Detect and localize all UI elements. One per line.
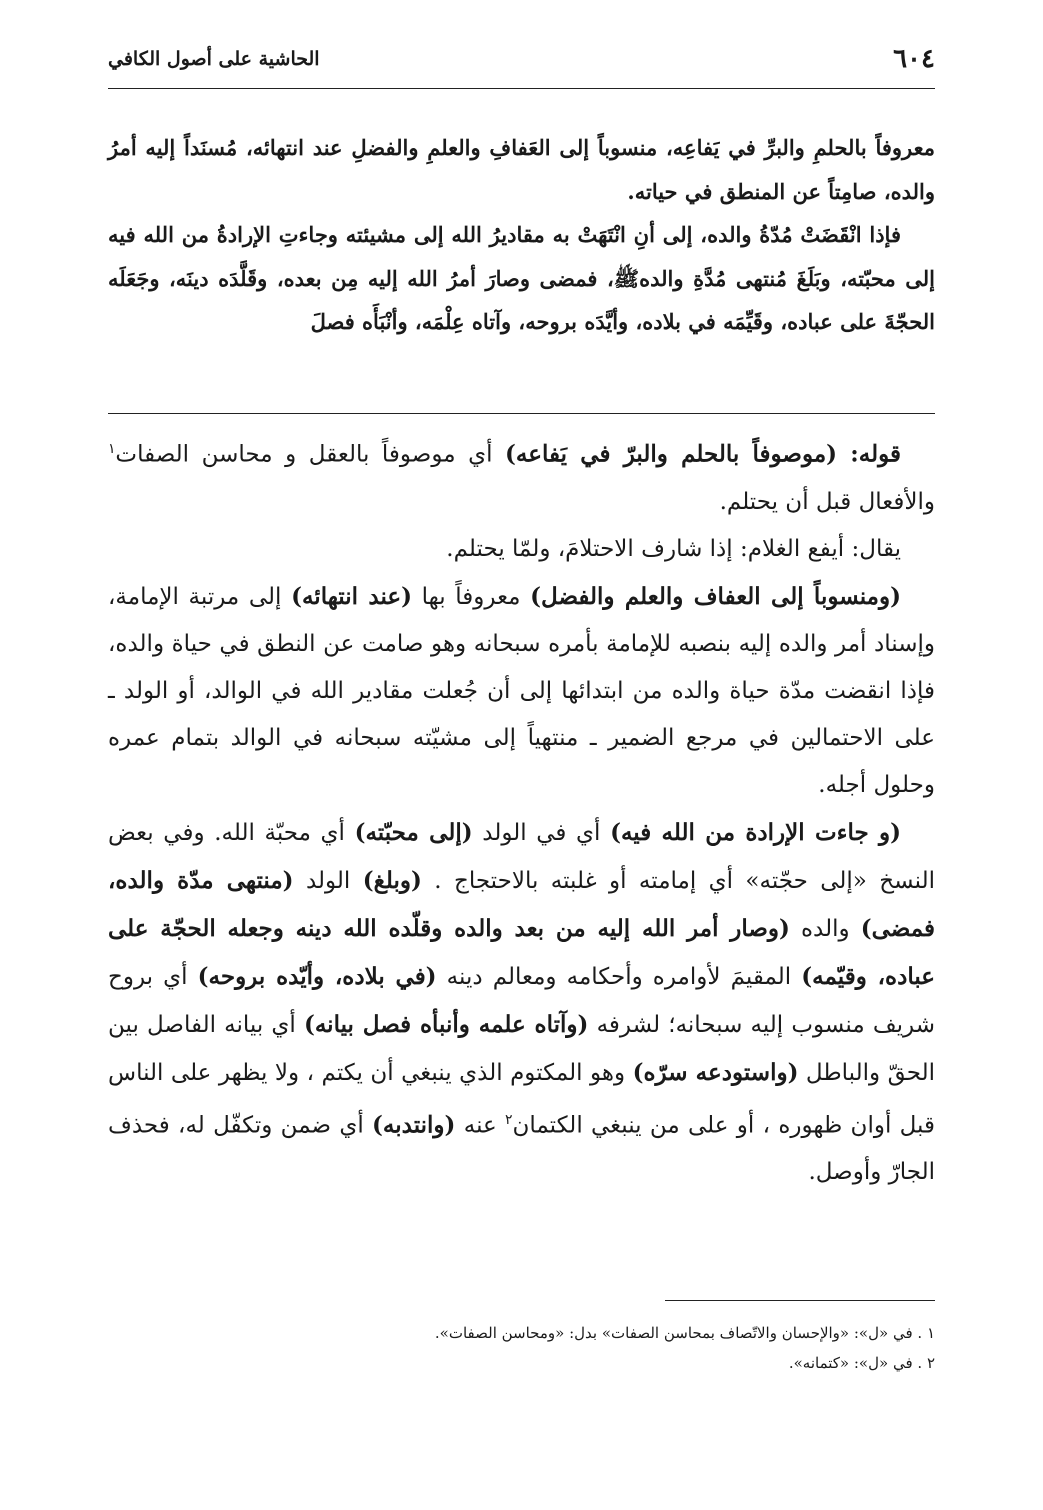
footnote-marker[interactable]: ٢ [505, 1111, 513, 1128]
commentary-lead: قوله: [837, 440, 901, 468]
footnote-rule [665, 1300, 935, 1301]
quoted-phrase: (وانتدبه) [372, 1111, 456, 1139]
page-header [108, 44, 935, 84]
commentary-paragraph [108, 573, 935, 809]
commentary-text: أي محبّة الله. وفي بعض النسخ «إلى حجّته» أي إمامته أو غلبته بالاحتجاج . [108, 819, 935, 894]
commentary-text: أي بروح شريف منسوب إليه سبحانه؛ لشرفه [108, 963, 935, 1038]
quoted-phrase: (منتهى مدّة والده، فمضى) [108, 866, 935, 942]
quoted-phrase: (وصار أمر الله إليه من بعد والده وقلّده الله دينه وجعله الحجّة على عباده، وقيّمه) [108, 914, 936, 990]
commentary-text: المقيمَ لأوامره وأحكامه ومعالم دينه [436, 963, 802, 990]
main-paragraph: فإذا انْقَضَتْ مُدّةُ والده، إلى أنِ انْتَهَتْ به مقاديرُ الله إلى مشيئته وجاءتِ الإرادةُ من الله فيه إلى محبّته، وبَلَغَ مُنتهى مُدَّةِ والدهﷺ، فمضى وصارَ أمرُ الله إليه مِن بعده، وقَلَّدَه دينَه، وجَعَلَه الحجّةَ على عباده، وقَيِّمَه في بلاده، وأيَّدَه بروحه، وآتاه عِلْمَه، وأنْبَأَه فصلَ [108, 222, 935, 334]
commentary-text: أي في الولد [472, 819, 611, 846]
footnotes [108, 1318, 935, 1378]
quoted-phrase: (وآتاه علمه وأنبأه فصل بيانه) [303, 1010, 589, 1038]
commentary [108, 426, 935, 1196]
commentary-paragraph [108, 809, 935, 1197]
commentary-text: وهو المكتوم الذي ينبغي أن يكتم ، ولا يظهر على الناس قبل أوان ظهوره ، أو على من ينبغي الكتمان [108, 1059, 935, 1139]
main-paragraph: معروفاً بالحلمِ والبرِّ في يَفاعِه، منسوباً إلى العَفافِ والعلمِ والفضلِ عند انتهائه، مُسنَداً إليه أمرُ والده، صامِتاً عن المنطق في حياته. [108, 135, 935, 204]
footnote: ١ . في «ل»: «والإحسان والاتّصاف بمحاسن الصفات» بدل: «ومحاسن الصفات». [434, 1324, 935, 1342]
header-rule [108, 88, 935, 89]
footnote-marker[interactable]: ١ [108, 441, 116, 457]
commentary-text: إلى مرتبة الإمامة، وإسناد أمر والده إليه بنصبه للإمامة بأمره سبحانه وهو صامت عن النطق في حياة والده، فإذا انقضت مدّة حياة والده من ابتدائها إلى أن جُعلت مقادير الله في الوالد، أو الولد ـ على الاحتمالين في مرجع الضمير ـ منتهياً إلى مشيّته سبحانه في الوالد بتمام عمره وحلول أجله. [108, 583, 935, 798]
commentary-text: أي موصوفاً بالعقل و محاسن الصفات [115, 441, 506, 468]
quoted-phrase: (عند انتهائه) [291, 582, 412, 610]
commentary-paragraph [108, 426, 935, 526]
commentary-text: أي بيانه الفاصل بين الحقّ والباطل [108, 1011, 936, 1086]
page-number: ٦٠٤ [893, 44, 935, 74]
main-text [108, 126, 935, 344]
commentary-text: والده [789, 915, 861, 942]
quoted-phrase: (موصوفاً بالحلم والبرّ في يَفاعه) [505, 440, 838, 468]
running-title: الحاشية على أصول الكافي [108, 48, 320, 70]
quoted-phrase: (وبلغ) [362, 866, 422, 894]
quoted-phrase: (إلى محبّته) [354, 818, 473, 846]
commentary-text: والأفعال قبل أن يحتلم. [719, 488, 935, 515]
commentary-text: أي ضمن وتكفّل له، فحذف الجارّ وأوصل. [108, 1112, 935, 1186]
quoted-phrase: (ومنسوباً إلى العفاف والعلم والفضل) [530, 582, 901, 610]
commentary-text: عنه [455, 1112, 506, 1139]
quoted-phrase: (و جاءت الإرادة من الله فيه) [610, 818, 901, 846]
commentary-text: معروفاً بها [412, 583, 531, 610]
commentary-paragraph: يقال: أيفع الغلام: إذا شارف الاحتلامَ، ولمّا يحتلم. [446, 535, 901, 562]
section-divider [108, 413, 935, 414]
commentary-text: الولد [293, 867, 363, 894]
quoted-phrase: (في بلاده، وأيّده بروحه) [197, 962, 437, 990]
quoted-phrase: (واستودعه سرّه) [632, 1058, 799, 1086]
footnote: ٢ . في «ل»: «كتمانه». [788, 1354, 935, 1372]
